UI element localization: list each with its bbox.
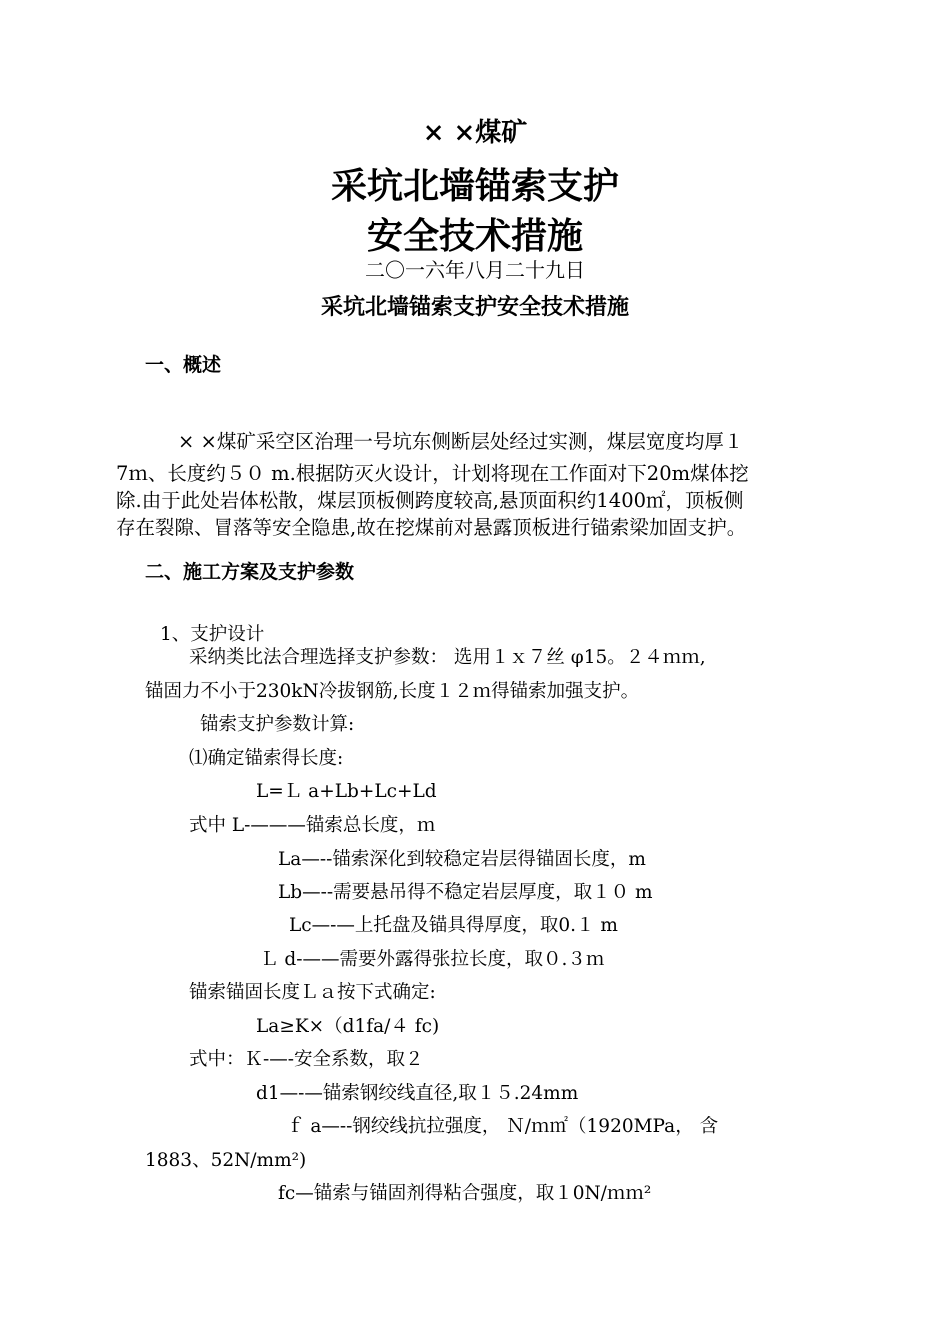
body-line: La—--锚索深化到较稳定岩层得锚固长度，m [278,849,646,870]
document-title-line1: 采坑北墙锚索支护 [330,166,619,207]
document-date: 二〇一六年八月二十九日 [365,258,585,282]
paragraph-line: 除.由于此处岩体松散，煤层顶板侧跨度较高,悬顶面积约1400㎡，顶板侧 [116,489,744,512]
document-subtitle: 采坑北墙锚索支护安全技术措施 [320,295,629,320]
body-line: 式中：Ｋ-—-安全系数，取２ [189,1049,424,1070]
body-line: 1883、52N/mm²) [145,1150,307,1171]
body-line: Lb—--需要悬吊得不稳定岩层厚度，取１０ m [278,882,653,903]
body-line: 1、支护设计 [160,624,265,645]
mine-name: × ×煤矿 [422,118,528,148]
formula-line: La≥K×（d1fa/４ fc) [256,1016,440,1037]
body-line: 锚固力不小于230kN冷拔钢筋,长度１２ｍ得锚索加强支护。 [145,681,640,702]
body-line: Ｌ d-——需要外露得张拉长度，取０.３ｍ [260,949,605,970]
body-line: 式中 L-———锚索总长度，ｍ [189,815,436,836]
body-line: 锚索锚固长度Ｌａ按下式确定: [189,982,436,1003]
paragraph-line: 7ｍ、长度约５０ m.根据防灭火设计，计划将现在工作面对下20m煤体挖 [116,462,749,485]
section2-heading: 二、施工方案及支护参数 [145,561,355,583]
body-line: ⑴确定锚索得长度: [189,748,344,769]
paragraph-line: 存在裂隙、冒落等安全隐患,故在挖煤前对悬露顶板进行锚索梁加固支护。 [116,516,747,539]
body-line: 锚索支护参数计算: [200,714,355,735]
body-line: Lc—-—上托盘及锚具得厚度，取0.１ m [289,915,618,936]
body-line: 采纳类比法合理选择支护参数： 选用１ｘ７丝 φ15。２４ｍｍ, [189,647,706,668]
body-line: fc—锚索与锚固剂得粘合强度，取１0N/ｍｍ² [278,1183,652,1204]
paragraph-line: × ×煤矿采空区治理一号坑东侧断层处经过实测，煤层宽度均厚１ [178,430,744,453]
formula-line: L=Ｌ a+Lb+Lc+Ld [256,781,437,802]
section1-heading: 一、概述 [145,354,222,376]
body-line: d1—-—锚索钢绞线直径,取１５.24mm [256,1083,579,1104]
body-line: ｆ a—--钢绞线抗拉强度， Ｎ/ｍ㎡（1920MPa， 含 [286,1116,719,1137]
document-title-line2: 安全技术措施 [366,216,583,257]
